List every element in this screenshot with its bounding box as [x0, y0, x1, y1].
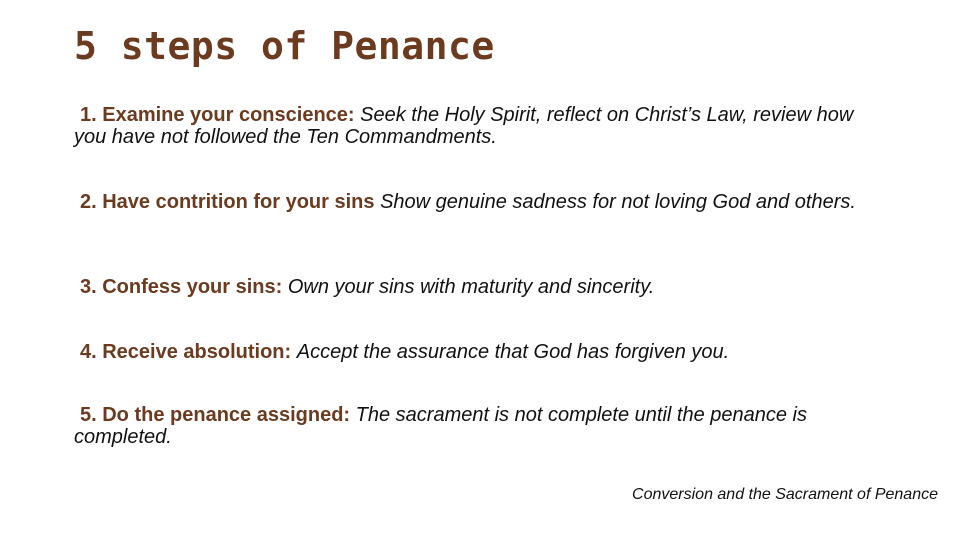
- step-description: Show genuine sadness for not loving God and others.: [380, 191, 856, 213]
- step-item-1: [74, 104, 874, 148]
- step-lead: 1. Examine your conscience:: [80, 104, 355, 126]
- step-lead: 2. Have contrition for your sins: [80, 191, 375, 213]
- step-description: Seek the Holy Spirit, reflect on Christ’s Law, review how you have not followed the Ten Commandments.: [74, 104, 854, 148]
- step-item-2: [74, 191, 874, 213]
- step-description: The sacrament is not complete until the penance is completed.: [74, 404, 807, 448]
- step-lead: 5. Do the penance assigned:: [80, 404, 351, 426]
- step-item-4: [74, 341, 874, 363]
- source-footer: Conversion and the Sacrament of Penance: [632, 486, 938, 503]
- step-item-3: [74, 276, 874, 298]
- step-lead: 4. Receive absolution:: [80, 341, 292, 363]
- step-description: Accept the assurance that God has forgiven you.: [296, 341, 730, 363]
- step-description: Own your sins with maturity and sincerity.: [287, 276, 655, 298]
- slide-title: 5 steps of Penance: [74, 24, 495, 68]
- step-item-5: [74, 404, 874, 448]
- step-lead: 3. Confess your sins:: [80, 276, 283, 298]
